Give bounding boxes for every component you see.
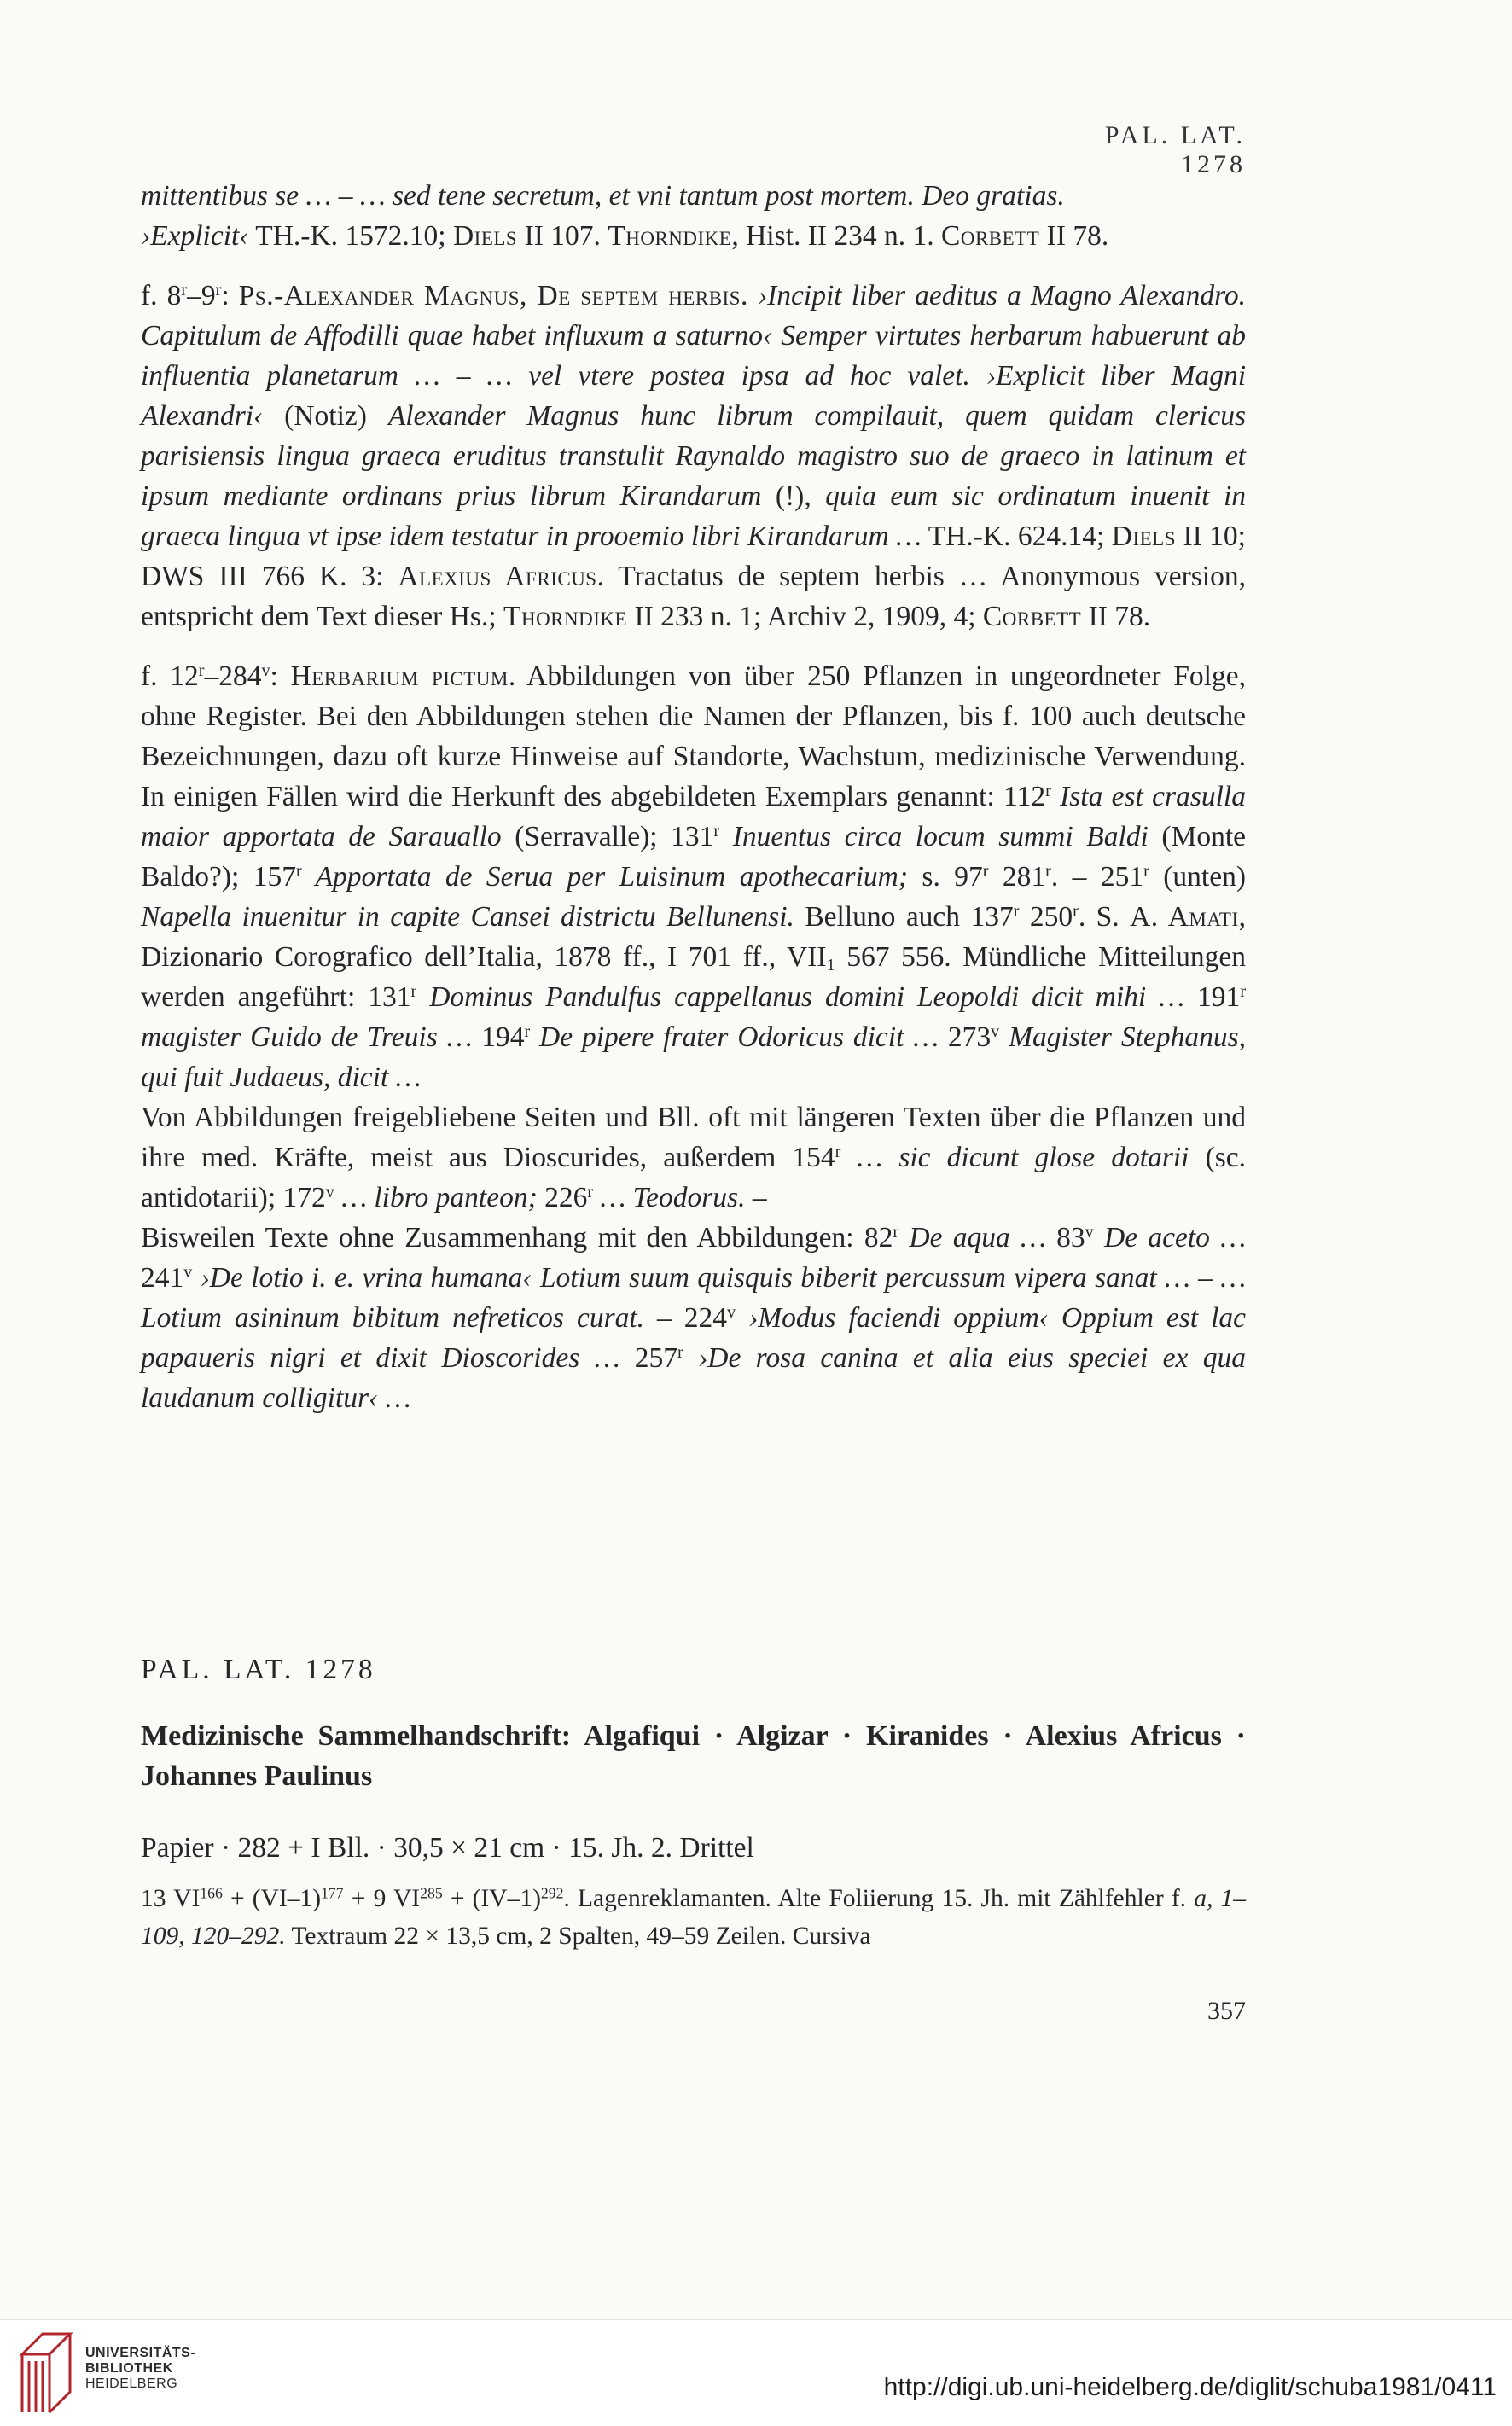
quote-text: De aqua … bbox=[898, 1222, 1046, 1254]
logo-line: BIBLIOTHEK bbox=[85, 2361, 173, 2376]
notiz-label: (Notiz) bbox=[263, 400, 388, 432]
collation-sup: 166 bbox=[200, 1884, 223, 1902]
author-thorndike: Thorndike bbox=[503, 601, 628, 632]
punct: (!), bbox=[761, 480, 826, 512]
reference-text: , Hist. II 234 n. 1. bbox=[731, 220, 941, 252]
author-thorndike: Thorndike bbox=[608, 220, 732, 252]
reference-text: TH.-K. 1572.10; bbox=[248, 220, 453, 252]
body-text: Belluno auch 137 bbox=[794, 901, 1014, 933]
folio-ref: f. 12 bbox=[141, 660, 199, 692]
logo-line: UNIVERSITÄTS- bbox=[85, 2346, 196, 2360]
quote-text: … sic dicunt glose dotarii bbox=[840, 1142, 1189, 1173]
quote-text: De pipere frater Odoricus dicit … bbox=[530, 1021, 939, 1053]
body-text: s. 97 bbox=[908, 861, 983, 893]
folio-ref: f. 8 bbox=[141, 280, 182, 311]
collation-text: Textraum 22 × 13,5 cm, 2 Spalten, 49–59 Zeilen. Cursiva bbox=[285, 1923, 871, 1950]
folio-sup: r bbox=[1045, 861, 1051, 881]
body-text: 257 bbox=[619, 1342, 678, 1374]
author-amati: A. Amati bbox=[1130, 901, 1239, 933]
body-text: , Dizionario Corografico dell’Italia, 1878 ff., I 701 ff., VII bbox=[141, 901, 1246, 973]
quote-text: magister Guido de Treuis … bbox=[141, 1021, 473, 1053]
author-alexius: Alexius Africus bbox=[398, 561, 597, 592]
punct: : bbox=[270, 660, 291, 692]
author-corbett: Corbett bbox=[982, 601, 1082, 632]
reference-text: TH.-K. 624.14; bbox=[921, 521, 1112, 552]
folio-sup: r bbox=[982, 861, 989, 881]
body-text: 226 bbox=[537, 1182, 588, 1213]
collation-sup: 292 bbox=[540, 1884, 564, 1902]
folio-sup: r bbox=[410, 981, 417, 1001]
body-text: Bisweilen Texte ohne Zusammenhang mit den Abbildungen: 82 bbox=[141, 1222, 893, 1254]
body-text: . Abbildungen von über 250 Pflanzen in ungeordneter Folge, ohne Register. Bei den Abbildungen stehen die Namen der Pflanzen, bis f. 100 auch deutsche Bezeichnungen, dazu oft kurze Hinweise auf Standorte, Wachstum, medizinische Verwendung. In einigen Fällen wird die Herkunft des abgebildeten Exemplars genannt: 112 bbox=[141, 660, 1246, 812]
entry-title: Medizinische Sammelhandschrift: Algafiqui · Algizar · Kiranides · Alexius Africus · Johannes Paulinus bbox=[141, 1720, 1246, 1792]
reference-text: II 233 n. 1; Archiv 2, 1909, 4; bbox=[627, 601, 983, 632]
body-text: Von Abbildungen freigebliebene Seiten und Bll. oft mit längeren Texten über die Pflanzen und ihre med. Kräfte, meist aus Dioscurides, außerdem 154 bbox=[141, 1102, 1246, 1173]
quote-text: … libro panteon; bbox=[334, 1182, 538, 1213]
library-logo-text bbox=[85, 2346, 195, 2392]
entry-heading: PAL. LAT. 1278 bbox=[141, 1654, 376, 1685]
author-corbett: Corbett bbox=[941, 220, 1040, 252]
folio-sup: r bbox=[1073, 901, 1079, 921]
body-text: – 224 bbox=[644, 1302, 728, 1334]
quote-text: Napella inuenitur in capite Cansei districtu Bellunensi. bbox=[141, 901, 794, 933]
collation-text: + (IV–1) bbox=[442, 1885, 541, 1912]
explicit-label: ›Explicit‹ bbox=[141, 220, 249, 252]
quote-text: ›De lotio i. e. vrina humana‹ Lotium suum quisquis biberit percussum vipera sanat … – … Lotium asininum bibitum nefreticos curat. bbox=[141, 1262, 1246, 1334]
quote-text: ›De rosa canina et alia eius speciei ex qua laudanum colligitur‹ … bbox=[141, 1342, 1247, 1414]
reference-text: II 78. bbox=[1039, 220, 1109, 252]
folio-sup: v bbox=[1085, 1222, 1094, 1242]
body-text: 194 bbox=[472, 1021, 525, 1053]
notiz-text: quia eum sic ordinatum inuenit in graeca lingua vt ipse idem testatur in prooemio libri Kirandarum … bbox=[141, 480, 1246, 552]
page-number: 357 bbox=[1207, 1997, 1246, 2025]
collation-text: + (VI–1) bbox=[222, 1885, 322, 1912]
paragraph-3 bbox=[141, 656, 1246, 1418]
notiz-text: Alexander Magnus hunc librum compilauit, quem quidam clericus parisiensis lingua graeca eruditus transtulit Raynaldo magistro suo de graeco in latinum et ipsum mediante ordinans prius librum Kirandarum bbox=[141, 400, 1246, 512]
folio-sup: r bbox=[713, 821, 720, 841]
folio-sup: r bbox=[1240, 981, 1247, 1001]
body-text: . – 251 bbox=[1050, 861, 1144, 893]
reference-text: . Tractatus de septem herbis … Anonymous version, entspricht dem Text dieser Hs.; bbox=[141, 561, 1246, 632]
reference-text: II 10; DWS III 766 K. 3: bbox=[141, 521, 1246, 592]
folio-ref: –9 bbox=[187, 280, 216, 311]
folio-sup: r bbox=[215, 280, 222, 300]
footer-bar bbox=[0, 2319, 1512, 2426]
collation-sup: 285 bbox=[420, 1884, 443, 1902]
collation-text: + 9 VI bbox=[343, 1885, 421, 1912]
body-text: . S. bbox=[1078, 901, 1131, 933]
quote-text: … Teodorus. bbox=[593, 1182, 746, 1213]
reference-text: II 107. bbox=[517, 220, 608, 252]
quote-text: Dominus Pandulfus cappellanus domini Leopoldi dicit mihi … bbox=[416, 981, 1185, 1013]
collation-sup: 177 bbox=[321, 1884, 344, 1902]
folio-sup: r bbox=[181, 280, 188, 300]
folio-sup: r bbox=[835, 1142, 841, 1161]
folio-sup: v bbox=[183, 1262, 193, 1282]
work-title: Ps.-Alexander Magnus, De septem herbis. bbox=[238, 280, 748, 311]
quote-text: ›Modus faciendi oppium‹ Oppium est lac papaueris nigri et dixit Dioscorides … bbox=[141, 1302, 1246, 1374]
folio-sup: v bbox=[991, 1021, 1000, 1041]
body-text: 281 bbox=[988, 861, 1046, 893]
body-text: 273 bbox=[939, 1021, 992, 1053]
folio-sup: r bbox=[198, 660, 205, 680]
permalink-url[interactable]: http://digi.ub.uni-heidelberg.de/diglit/schuba1981/0411 bbox=[883, 2373, 1497, 2401]
collation-text: . Lagenreklamanten. Alte Foliierung 15. Jh. mit Zählfehler f. bbox=[563, 1885, 1195, 1912]
running-head: PAL. LAT. 1278 bbox=[1104, 121, 1246, 178]
previous-entry-text bbox=[141, 176, 1246, 1418]
logo-line: HEIDELBERG bbox=[85, 2377, 178, 2391]
body-text: (sc. antidotarii); 172 bbox=[141, 1142, 1247, 1213]
incipit-text: ›Incipit liber aeditus a Magno Alexandro. Capitulum de Affodilli quae habet influxum a saturno‹ Semper virtutes herbarum habuerunt ab influentia planetarum … – … vel vtere postea ipsa ad hoc valet. ›Explicit liber Magni Alexandri‹ bbox=[141, 280, 1247, 432]
folio-sup: r bbox=[524, 1021, 531, 1041]
folio-sup: r bbox=[1013, 901, 1020, 921]
entry-material: Papier · 282 + I Bll. · 30,5 × 21 cm · 15. Jh. 2. Drittel bbox=[141, 1832, 754, 1864]
body-text: (Serravalle); 131 bbox=[501, 821, 714, 852]
punct: : bbox=[221, 280, 239, 311]
folio-sup: r bbox=[1143, 861, 1149, 881]
reference-text: II 78. bbox=[1081, 601, 1151, 632]
folio-sup: r bbox=[1045, 781, 1051, 800]
subscript: 1 bbox=[826, 956, 835, 975]
body-text: 567 556. Mündliche Mitteilungen werden angeführt: 131 bbox=[141, 941, 1247, 1013]
folio-sup: v bbox=[325, 1182, 334, 1201]
folio-sup: v bbox=[261, 660, 270, 680]
quote-text: Ista est crasulla maior apportata de Sarauallo bbox=[141, 781, 1246, 852]
entry-collation bbox=[141, 1880, 1246, 1955]
body-text: (unten) bbox=[1149, 861, 1246, 893]
body-text: 241 bbox=[141, 1262, 184, 1294]
author-diels: Diels bbox=[1111, 521, 1177, 552]
folio-sup: r bbox=[296, 861, 302, 881]
folio-ref: –284 bbox=[204, 660, 262, 692]
paragraph-1 bbox=[141, 176, 1246, 256]
collation-text: 13 VI bbox=[141, 1885, 201, 1912]
author-diels: Diels bbox=[452, 220, 518, 252]
quote-text: Inuentus circa locum summi Baldi bbox=[719, 821, 1149, 852]
body-text: 83 bbox=[1045, 1222, 1085, 1254]
paragraph-2 bbox=[141, 276, 1246, 637]
work-title: Herbarium pictum bbox=[290, 660, 509, 692]
body-text: 250 bbox=[1019, 901, 1073, 933]
folio-sup: r bbox=[677, 1342, 683, 1362]
quote-text: Apportata de Serua per Luisinum apothecarium; bbox=[301, 861, 908, 893]
explicit-line: mittentibus se … – … sed tene secretum, et vni tantum post mortem. Deo gratias. bbox=[141, 180, 1065, 212]
body-text: (Monte Baldo?); 157 bbox=[141, 821, 1246, 893]
quote-text: De aceto … bbox=[1093, 1222, 1246, 1254]
library-logo-icon bbox=[17, 2329, 75, 2417]
quote-text: Magister Stephanus, qui fuit Judaeus, dicit … bbox=[141, 1021, 1246, 1093]
folio-sup: r bbox=[893, 1222, 899, 1242]
collation-italic: a, 1–109, 120–292. bbox=[141, 1885, 1247, 1950]
body-text: – bbox=[745, 1182, 767, 1213]
folio-sup: v bbox=[727, 1302, 736, 1322]
folio-sup: r bbox=[587, 1182, 594, 1201]
body-text: 191 bbox=[1184, 981, 1241, 1013]
